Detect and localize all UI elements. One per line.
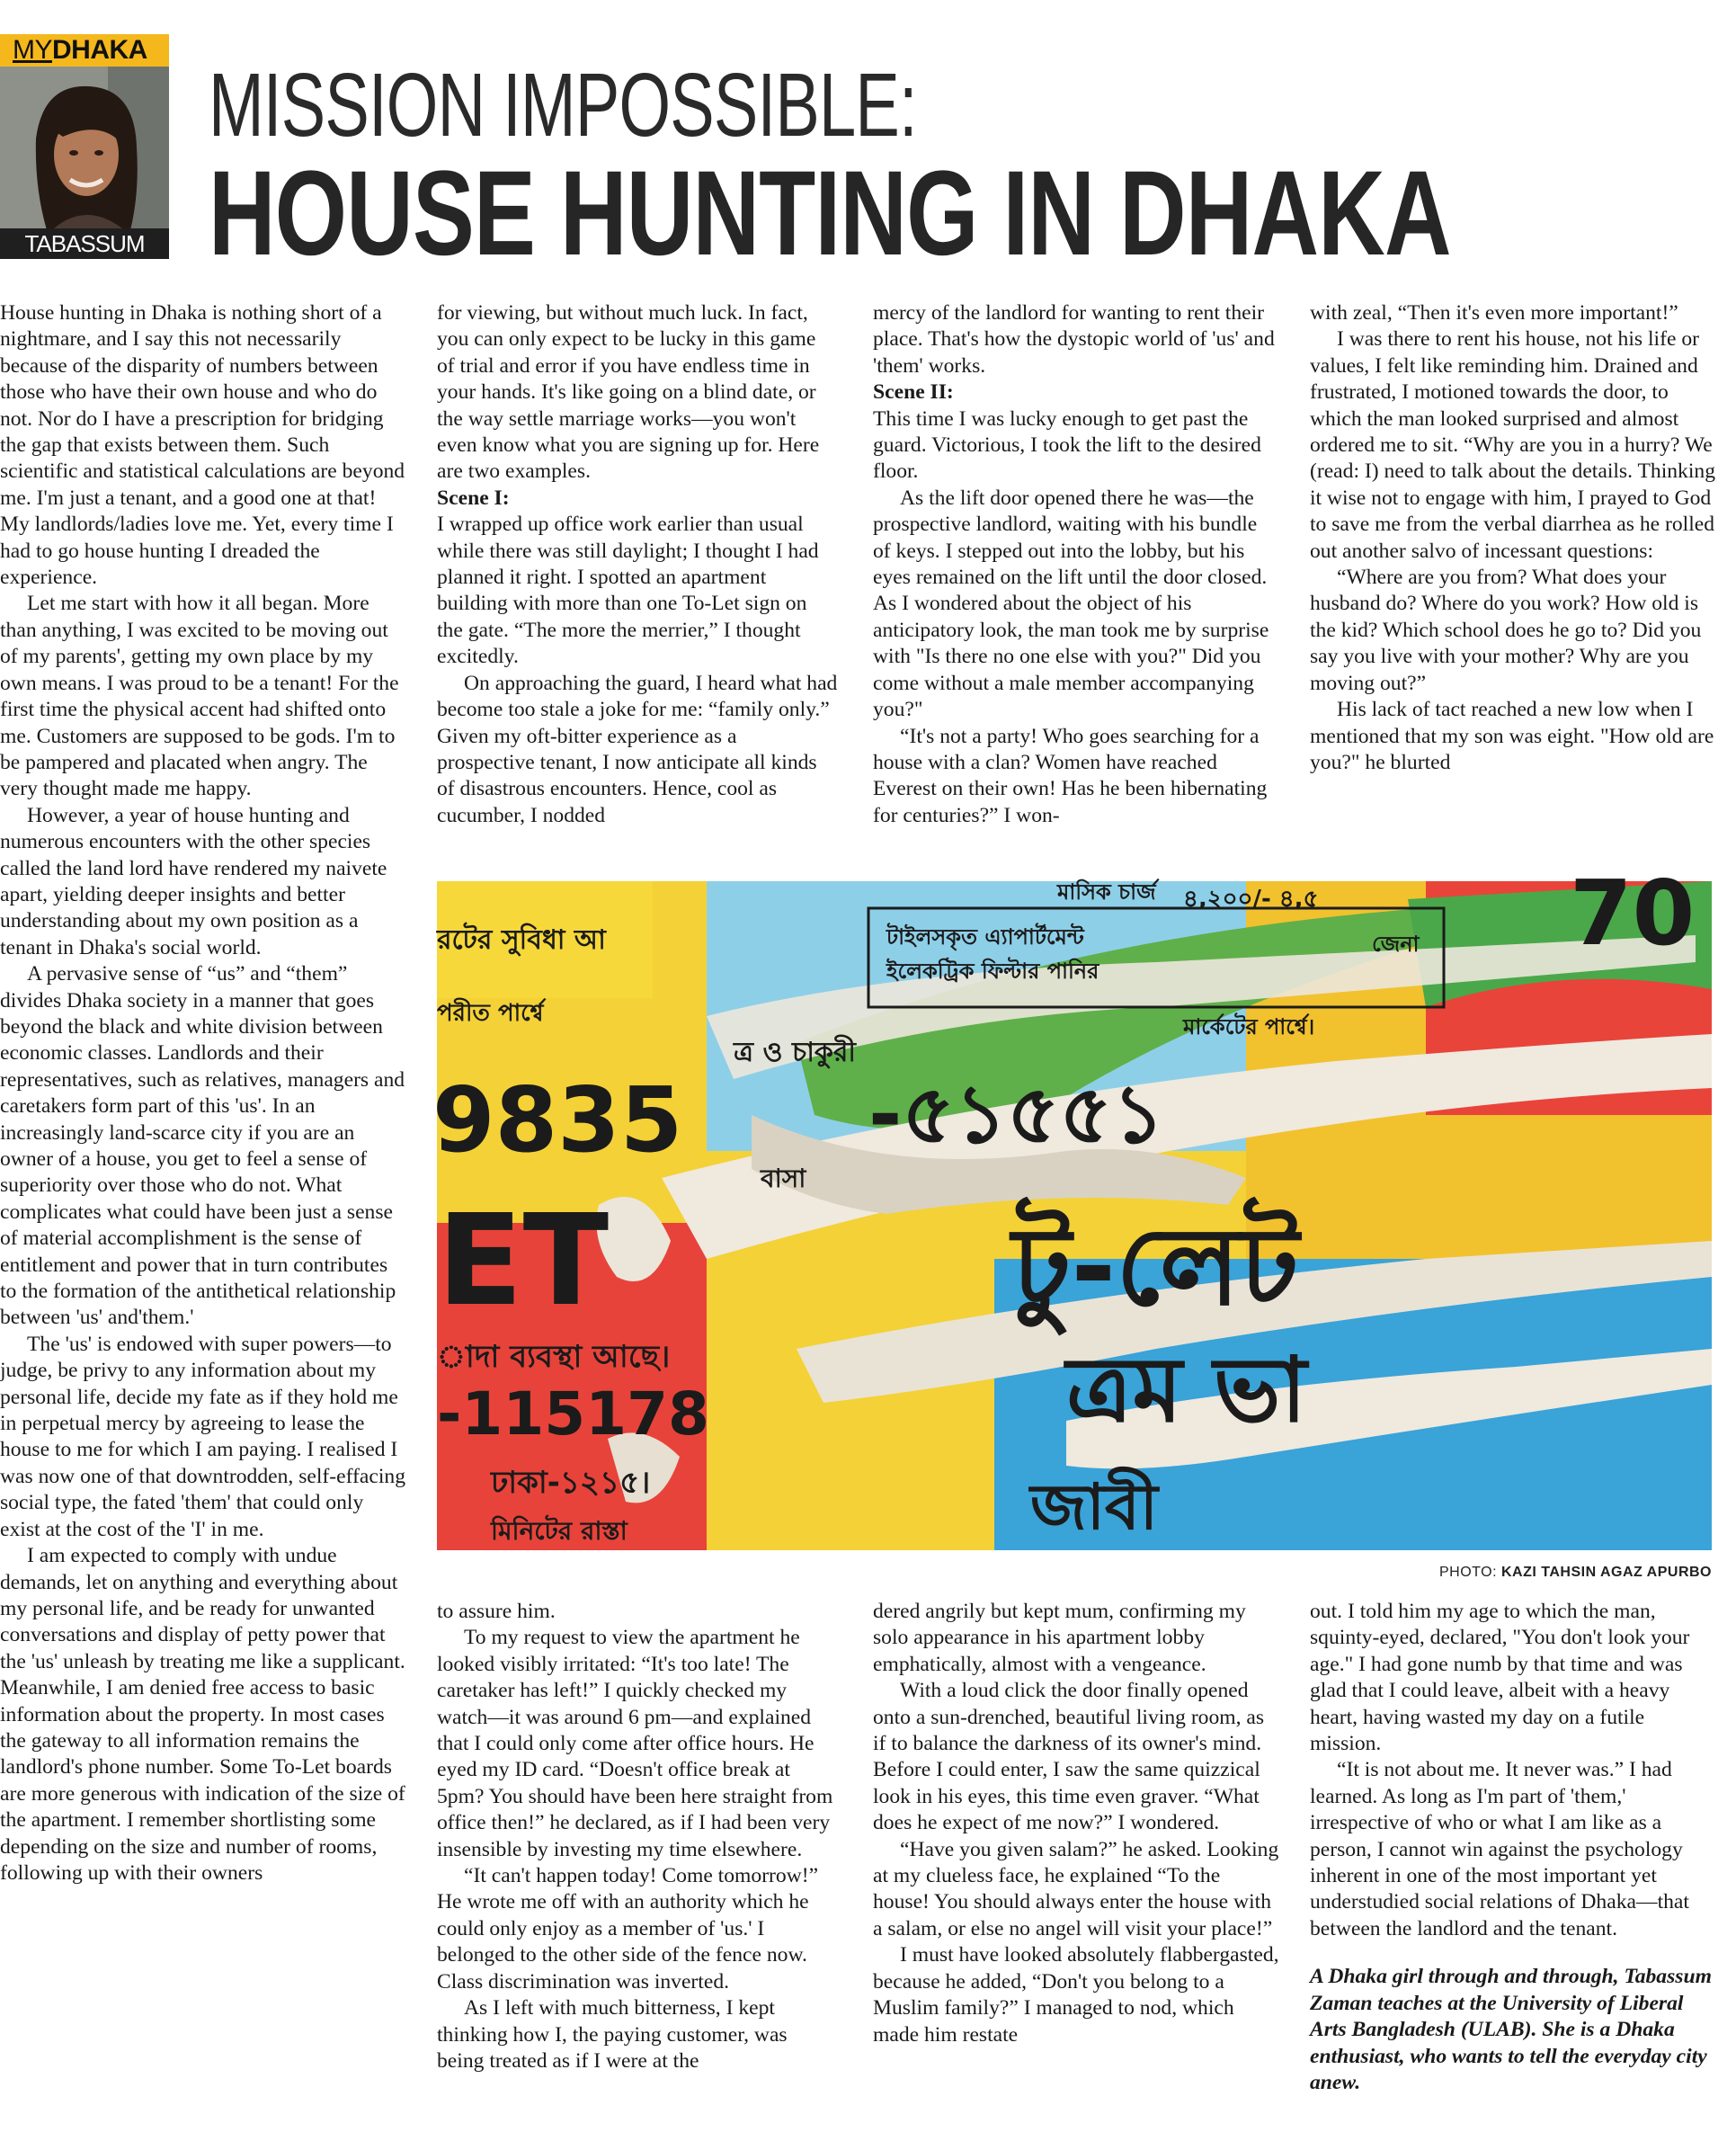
photo-credit-prefix: PHOTO: [1438,1565,1498,1580]
poster-rent-line: মাসিক চার্জ [1057,879,1156,905]
paragraph: for viewing, but without much luck. In fact, you can only expect to be lucky in this game of trial and error if you have endless time in your hands. It's like going on a blind date, or the way settle marriage works—you won't even know what you are signing up for. Here are two examples. [437,301,820,484]
photo-credit [1439,1565,1712,1581]
poster-student-job: ত্র ও চাকুরী [734,1037,856,1068]
poster-tiled-apartment: টাইলসকৃত এ্যাপার্টমেন্ট [886,924,1084,950]
paragraph: As I left with much bitterness, I kept thinking how I, the paying customer, was being treated as if I were at the [437,1996,788,2073]
paragraph: out. I told him my age to which the man, squinty-eyed, declared, "You don't look your age." I had gone numb by that time and was glad that I could leave, albeit with a heavy heart, having wasted my day on a futile mission. [1310,1600,1690,1756]
article-column-1 [0,300,406,1887]
paragraph: dered angrily but kept mum, confirming my solo appearance in his apartment lobby emphatically, almost with a vengeance. [873,1600,1246,1676]
poster-facility: রটের সুবিধা আ [437,924,606,956]
author-byline: TABASSUM ZAMAN [0,228,169,259]
paragraph: I wrapped up office work earlier than usual while there was still daylight; I thought I had planned it right. I spotted an apartment building with more than one To-Let sign on the gate. “The more the merrier,” I thought excitedly. [437,513,819,669]
torn-posters-photo [432,861,1712,1550]
poster-ajabi: জাবী [1030,1470,1158,1544]
poster-rent-amount: ৪,২০০/- ৪,৫ [1183,886,1319,913]
paragraph: On approaching the guard, I heard what had become too stale a joke for me: “family only.” Given my oft-bitter experience as a prospective tenant, I now anticipate all kinds of disastrous encounters. Hence, cool as cucumber, I nodded [437,671,838,827]
poster-ground-text: ত্রম ভা [1066,1337,1307,1442]
paragraph: With a loud click the door finally opened onto a sun-drenched, beautiful living room, as if to balance the darkness of its owner's mind. Before I could enter, I saw the same quizzical look in his eyes, this time even graver. “What does he expect of me now?” I wondered. [873,1679,1265,1835]
paragraph: “It's not a party! Who goes searching for a house with a clan? Women have reached Everest on their own! Has he been hibernating for centuries?” I won- [873,724,1268,827]
poster-electric-filter: ইলেকট্রিক ফিল্টার পানির [886,959,1099,984]
article-column-4-bottom [1310,1599,1716,2096]
scene-heading: Scene I: [437,486,510,510]
scene-heading: Scene II: [873,380,954,405]
paragraph: The 'us' is endowed with super powers—to judge, be privy to any information about my personal life, decide my fate as if they hold me in perpetual mercy by agreeing to lease the house to me for which I am paying. I realised I was now one of that downtrodden, self-effacing social type, the fated 'them' that could only exist at the cost of the 'I' in me. [0,1332,405,1541]
paragraph: However, a year of house hunting and numerous encounters with the other species called the land lord have rendered my naivete apart, yielding deeper insights and better understanding about my own position as a tenant in Dhaka's social world. [0,803,387,959]
paragraph: mercy of the landlord for wanting to rent their place. That's how the dystopic world of 'us' and 'them' works. [873,301,1275,378]
paragraph: with zeal, “Then it's even more important!” [1310,301,1678,325]
paragraph: I am expected to comply with undue demands, let on anything and everything about my personal life, and be ready for unwanted conversations and display of petty power that the 'us' unleash by treating me like a supplicant. Meanwhile, I am denied free access to basic information about the property. In most cases the gateway to all information remains the landlord's phone number. Some To-Let boards are more generous with indication of the size of the apartment. I remember shortlisting some depending on the size and number of rooms, following up with their owners [0,1544,405,1885]
poster-big-70: 70 [1570,861,1696,966]
article-column-3-top [873,300,1279,829]
paragraph: House hunting in Dhaka is nothing short of a nightmare, and I say this not necessarily because of the disparity of numbers between those who have their own house and who do not. Nor do I have a prescription for bridging the gap that exists between them. Such scientific and statistical calculations are beyond me. I'm just a tenant, and a good one at that! My landlords/ladies love me. Yet, every time I had to go house hunting I dreaded the experience. [0,301,405,590]
poster-collage [432,861,1712,1550]
paragraph: His lack of tact reached a new low when I mentioned that my son was eight. "How old are you?" he blurted [1310,698,1714,774]
poster-number-9835: 9835 [432,1067,683,1173]
paragraph: A pervasive sense of “us” and “them” divides Dhaka society in a manner that goes beyond the black and white division between economic classes. Landlords and their representatives, such as relatives, managers and caretakers form part of this 'us'. In an increasingly land-scarce city if you are an owner of a house, you get to feel a sense of superiority over those who do not. What complicates what could have been just a sense of material accomplishment is the sense of entitlement and power that in turn contributes to the formation of the antithetical relationship between 'us' and'them.' [0,962,405,1330]
poster-minutes-road: মিনিটের রাস্তা [491,1516,628,1546]
poster-to-let-center: টু-লেট [1012,1205,1299,1330]
poster-dhaka-code: ঢাকা-১২১৫। [491,1465,651,1501]
poster-arrangement: াদা ব্যবস্থা আছে। [437,1339,671,1375]
paragraph: to assure him. [437,1600,556,1623]
paragraph: “Have you given salam?” he asked. Looking at my clueless face, he explained “To the house! You should always enter the house with a salam, or else no angel will visit your place!” [873,1837,1279,1940]
article-column-4-top [1310,300,1716,776]
paragraph: To my request to view the apartment he looked visibly irritated: “It's too late! The caretaker has left!” I quickly checked my watch—it was around 6 pm—and explained that I could only come after office hours. He eyed my ID card. “Doesn't office break at 5pm? You should have been here straight from office then!” he declared, as if I had been very insensible by investing my time elsewhere. [437,1626,833,1861]
author-bio: A Dhaka girl through and through, Tabassum Zaman teaches at the University of Liberal Arts Bangladesh (ULAB). She is a Dhaka enthusiast, who wants to tell the everyday city anew. [1310,1965,1712,2094]
poster-phone-number: -115178 [437,1379,709,1449]
section-tag-my: MY [13,35,52,65]
article-column-3-bottom [873,1599,1279,2048]
paragraph: This time I was lucky enough to get past the guard. Victorious, I took the lift to the desired floor. [873,406,1261,484]
headline-main: HOUSE HUNTING IN DHAKA [209,147,1451,281]
paragraph: I was there to rent his house, not his life or values, I felt like reminding him. Drained and frustrated, I motioned towards the door, to which the man looked surprised and almost ordered me to sit. “Why are you in a hurry? We (read: I) need to talk about the details. Thinking it wise not to engage with him, I prayed to God to save me from the verbal diarrhea as he rolled out another salvo of incessant questions: [1310,327,1715,563]
poster-number-partial: -৫১৫৫১ [868,1067,1165,1162]
paragraph: As the lift door opened there he was—the prospective landlord, waiting with his bundle of keys. I stepped out into the lobby, but his eyes remained on the lift until the door closed. As I wondered about the object of his anticipatory look, the man took me by surprise with "Is there no one else with you?" Did you come without a male member accompanying you?" [873,486,1269,722]
poster-market-side: মার্কেটের পার্শ্বে। [1183,1014,1315,1039]
author-portrait [0,67,169,288]
poster-opposite-side: পরীত পার্শ্বে [437,1000,544,1027]
paragraph: I must have looked absolutely flabbergasted, because he added, “Don't you belong to a Muslim family?” I managed to nod, which made him restate [873,1943,1279,2047]
article-column-2-bottom [437,1599,838,2074]
paragraph: “Where are you from? What does your husband do? Where do you work? How old is the kid? Which school does he go to? Did you say you live with your mother? Why are you moving out?” [1310,566,1702,695]
paragraph: “It can't happen today! Come tomorrow!” He wrote me off with an authority which he could only enjoy as a member of 'us.' I belonged to the other side of the fence now. Class discrimination was inverted. [437,1864,819,1994]
poster-basa: বাসা [761,1164,806,1193]
section-tag-city: DHAKA [52,35,147,65]
paragraph: “It is not about me. It never was.” I had learned. As long as I'm part of 'them,' irrespective of who or what I am like as a person, I cannot win against the psychology inherent in one of the most important yet understudied social relations of Dhaka—that between the landlord and the tenant. [1310,1758,1689,1940]
photo-credit-name: KAZI TAHSIN AGAZ APURBO [1500,1565,1712,1580]
poster-big-letters: ET [437,1188,610,1334]
section-tag [0,34,169,67]
paragraph: Let me start with how it all began. More than anything, I was excited to be moving out of my parents', getting my own place by my own means. I was proud to be a tenant! For the first time the physical accent had shifted onto me. Customers are supposed to be gods. I'm to be pampered and placated when angry. The very thought made me happy. [0,592,399,801]
article-column-2-top [437,300,838,829]
poster-jena: জেনা [1372,932,1420,957]
headline-kicker: MISSION IMPOSSIBLE: [209,55,917,156]
